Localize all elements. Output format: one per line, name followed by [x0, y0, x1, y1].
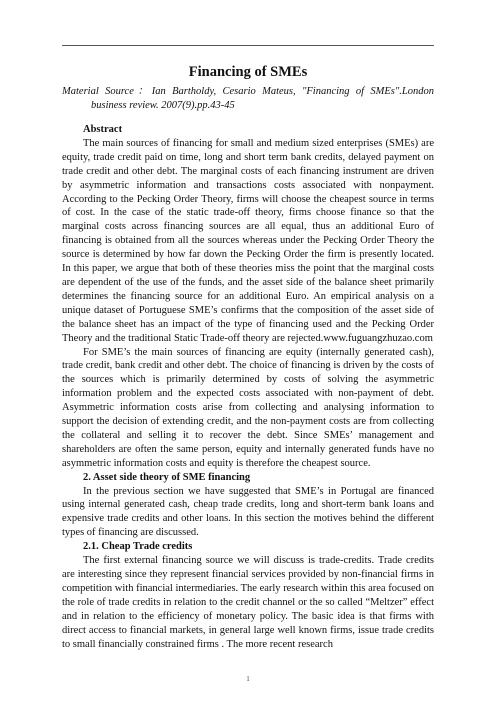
section-heading: 2. Asset side theory of SME financing: [83, 471, 251, 483]
body-paragraph: The first external financing source we will discuss is trade-credits. Trade credits are interesting since they represent financial services provided by non-financial firms in competition with financial intermediaries. The early research within this area focused on the role of trade credits in relation to the credit channel or the so called “Meltzer” effect and in relation to the efficiency of monetary policy. The basic idea is that firms with direct access to financial markets, in general large well known firms, issue trade credits to small financially constrained firms . The more recent research: [62, 555, 434, 650]
abstract-heading: Abstract: [83, 124, 123, 135]
subsection-heading: 2.1. Cheap Trade credits: [83, 541, 193, 553]
page-number: 1: [246, 675, 250, 683]
body-paragraph: In the previous section we have suggested that SME’s in Portugal are financed using internal generated cash, cheap trade credits, long and short-term bank loans and expensive trade credits and other loans. In this section the motives behind the different types of financing are discussed.: [62, 485, 434, 539]
body-paragraph: For SME’s the main sources of financing are equity (internally generated cash), trade credit, bank credit and other debt. The choice of financing is driven by the costs of the sources which is primarily determined by costs of solving the asymmetric information problem and the expected costs associated with non-payment of debt. Asymmetric information costs arise from collecting and analysing information to support the decision of extending credit, and the non-payment costs are from collecting the collateral and selling it to recover the debt. Since SMEs’ management and shareholders are often the same person, equity and internally generated funds have no asymmetric information costs and equity is therefore the cheapest source.: [62, 346, 434, 469]
header-rule: [62, 45, 434, 46]
document-title: Financing of SMEs: [188, 64, 308, 80]
document-body: [62, 64, 434, 651]
abstract-paragraph: The main sources of financing for small and medium sized enterprises (SMEs) are equity, trade credit paid on time, long and short term bank credits, delayed payment on trade credit and other debt. The marginal costs of each financing instrument are driven by asymmetric information and transactions costs associated with nonpayment. According to the Pecking Order Theory, firms will choose the cheapest source in terms of cost. In the case of the static trade-off theory, firms choose finance so that the marginal costs across financing sources are all equal, thus an additional Euro of financing is obtained from all the sources whereas under the Pecking Order Theory the source is determined by how far down the Pecking Order the firm is presently located. In this paper, we argue that both of these theories miss the point that the marginal costs are dependent of the use of the funds, and the asset side of the balance sheet primarily determines the financing source for an additional Euro. An empirical analysis on a unique dataset of Portuguese SME’s confirms that the composition of the asset side of the balance sheet has an impact of the type of financing used and the Pecking Order Theory and the traditional Static Trade-off theory are rejected.www.fuguangzhuzao.com: [62, 137, 434, 344]
material-source: Material Source：Ian Bartholdy, Cesario Mateus, "Financing of SMEs".London business review. 2007(9).pp.43-45: [62, 86, 434, 111]
